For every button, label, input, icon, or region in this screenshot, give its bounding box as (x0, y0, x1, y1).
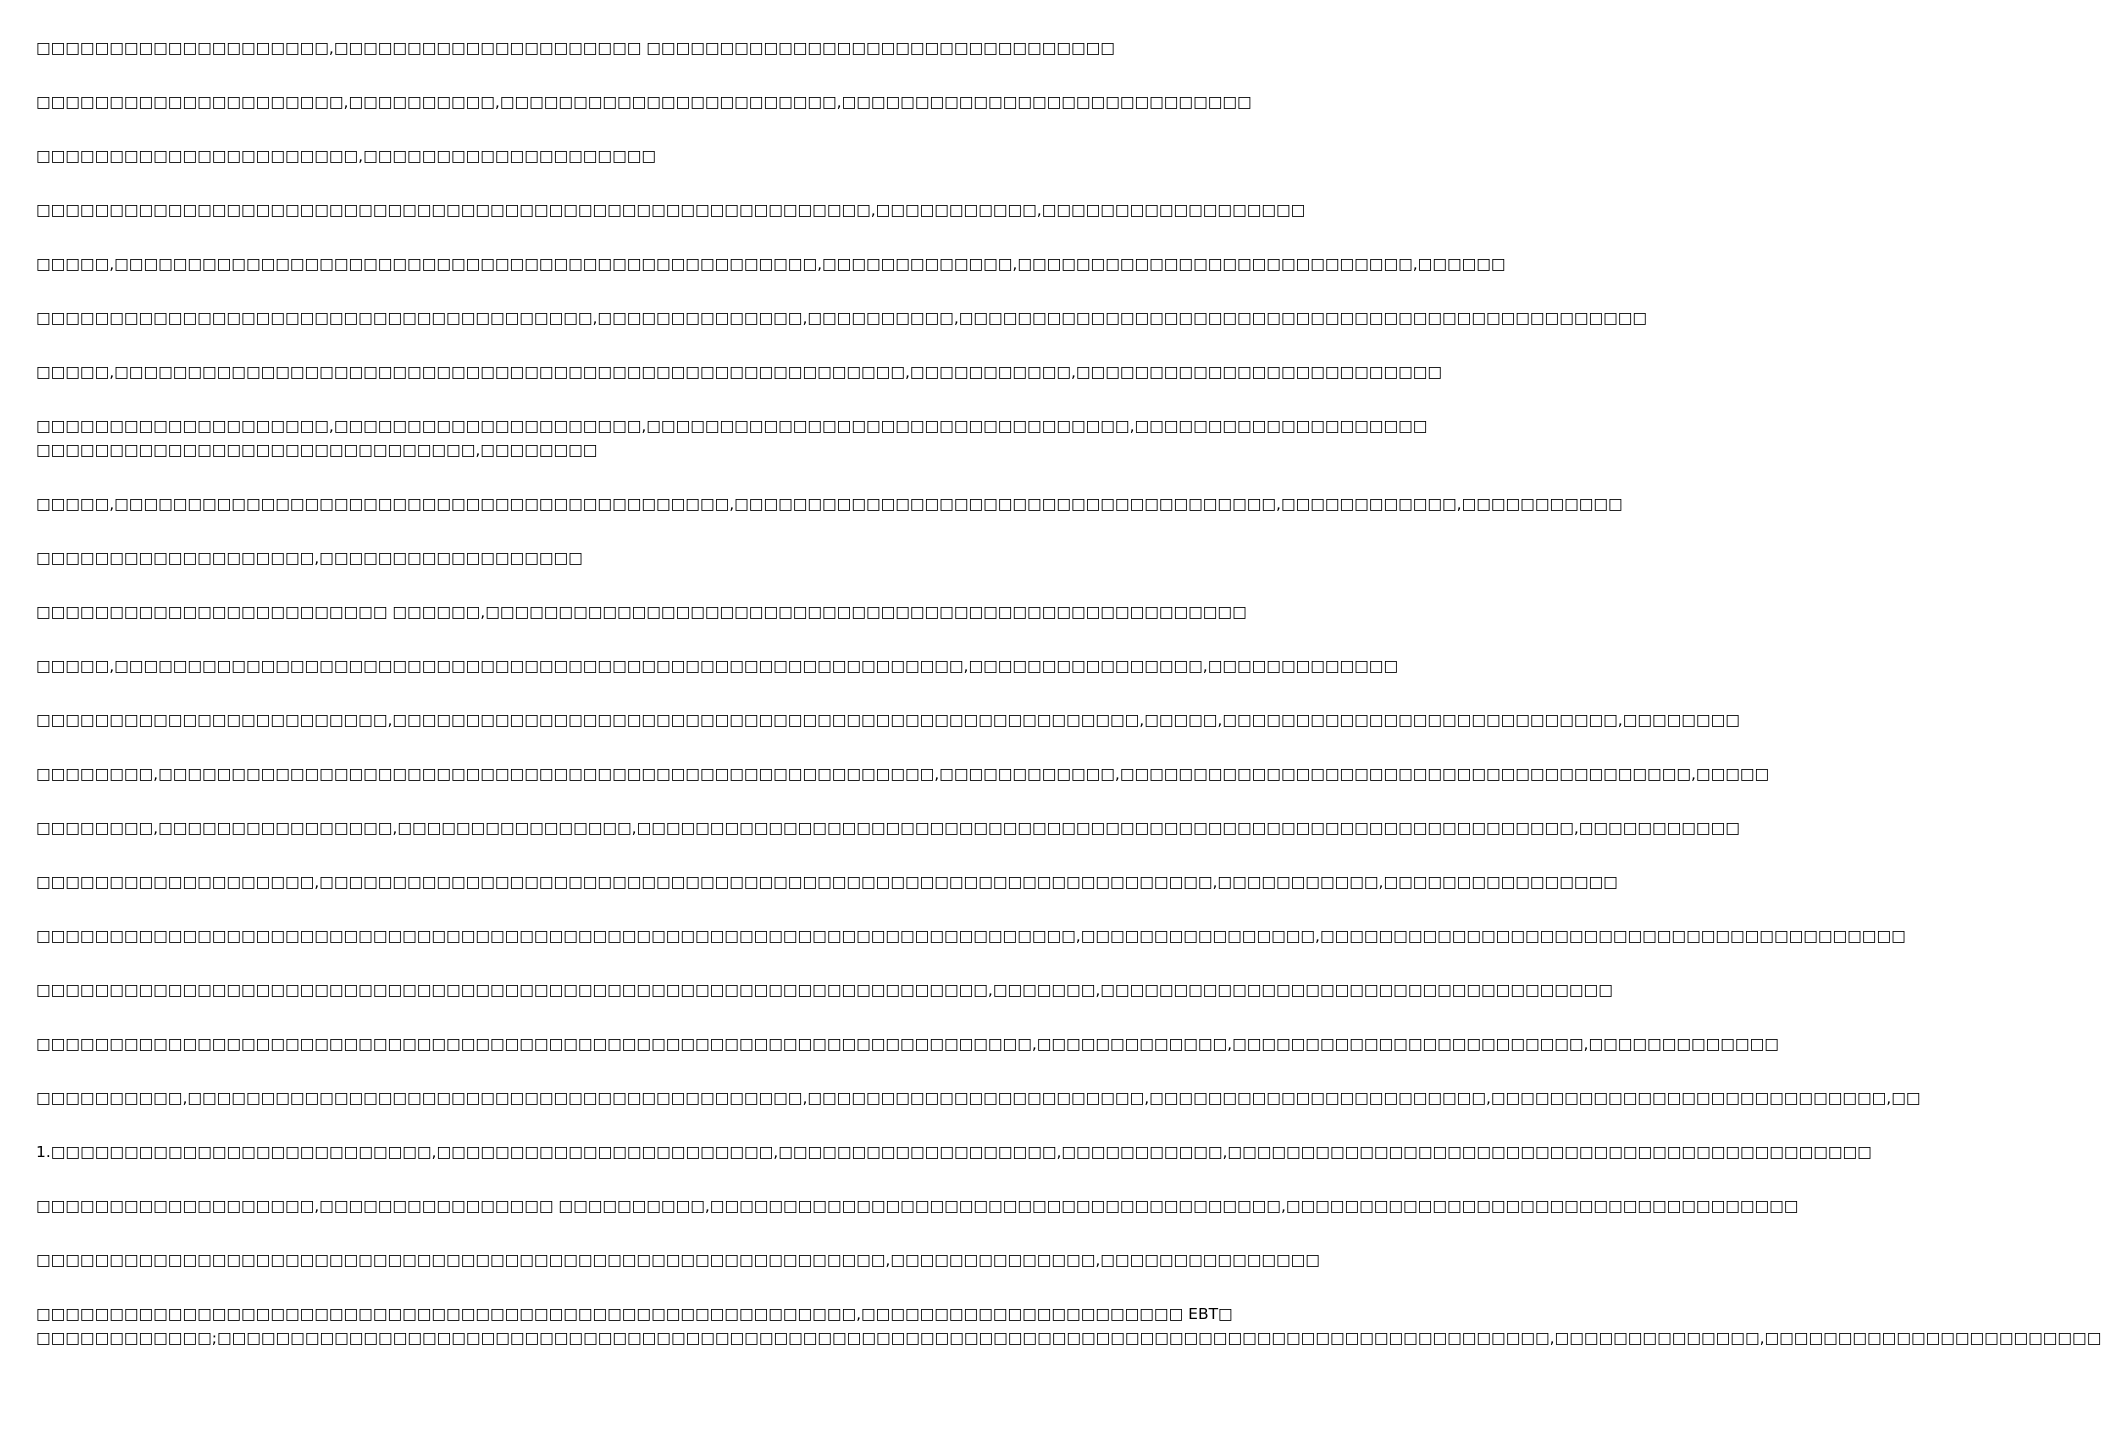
paragraph (36, 924, 1906, 948)
paragraph-line: □□□□□□□□,□□□□□□□□□□□□□□□□,□□□□□□□□□□□□□□□□,□□□□□□□□□□□□□□□□□□□□□□□□□□□□□□□□□□□□□□□□□□□□□□□□□□□□□□□□□□□□□□□□,□□□□□□□□□□□ (36, 819, 1740, 837)
paragraph-line: □□□□□□□□□□□□□□□□□□□□□□,□□□□□□□□□□□□□□□□□□□□ (36, 147, 657, 165)
paragraph (36, 708, 1740, 732)
paragraph-line: □□□□□,□□□□□□□□□□□□□□□□□□□□□□□□□□□□□□□□□□□□□□□□□□,□□□□□□□□□□□□□□□□□□□□□□□□□□□□□□□□□□□□□,□□□□□□□□□□□□,□□□□□□□□□□□ (36, 495, 1623, 513)
paragraph-line: □□□□□□□□□□□□□□□□□□□□,□□□□□□□□□□□□□□□□□□□□□,□□□□□□□□□□□□□□□□□□□□□□□□□□□□□□□□□,□□□□□□□□□□□□□□□□□□□□ (36, 417, 1428, 435)
paragraph-line: □□□□□□□□□□□□□□□□□□□□□□□□□□□□□□□□□□□□□□□□□□□□□□□□□□□□□□□□,□□□□□□□□□□□□□□□□□□□□□□ EBT□ (36, 1305, 1233, 1323)
paragraph-line: □□□□□,□□□□□□□□□□□□□□□□□□□□□□□□□□□□□□□□□□□□□□□□□□□□□□□□,□□□□□□□□□□□□□,□□□□□□□□□□□□□□□□□□□□□□□□□□□,□□□□□□ (36, 255, 1506, 273)
paragraph-line: □□□□□,□□□□□□□□□□□□□□□□□□□□□□□□□□□□□□□□□□□□□□□□□□□□□□□□□□□□□□□□□□,□□□□□□□□□□□□□□□□,□□□□□□□□□□□□□ (36, 657, 1399, 675)
paragraph (36, 1248, 1320, 1272)
paragraph (36, 870, 1618, 894)
paragraph-line: □□□□□□□□□□,□□□□□□□□□□□□□□□□□□□□□□□□□□□□□□□□□□□□□□□□□□,□□□□□□□□□□□□□□□□□□□□□□□,□□□□□□□□□□□□□□□□□□□□□□□,□□□□□□□□□□□□□□□□□□□□□□□□□□□,□□ (36, 1089, 1921, 1107)
paragraph (36, 1086, 1921, 1110)
paragraph (36, 1032, 1779, 1056)
paragraph-line: □□□□□□□□□□□□□□□□□□□□,□□□□□□□□□□□□□□□□□□□□□ □□□□□□□□□□□□□□□□□□□□□□□□□□□□□□□□ (36, 39, 1115, 57)
document-page (36, 36, 2101, 1380)
paragraph (36, 198, 1306, 222)
paragraph (36, 546, 990, 570)
paragraph-line: □□□□□□□□□□□□□□□□□□□□□□□□□□□□□□□□□□□□□□□□□□□□□□□□□□□□□□□□□□□□□□□□□,□□□□□□□,□□□□□□□□□□□□□□□□□□□□□□□□□□□□□□□□□□□ (36, 981, 1613, 999)
paragraph (36, 1302, 2101, 1350)
paragraph-line: □□□□□□□□□□□□□□□□□□□,□□□□□□□□□□□□□□□□ □□□□□□□□□□,□□□□□□□□□□□□□□□□□□□□□□□□□□□□□□□□□□□□□□□,□□□□□□□□□□□□□□□□□□□□□□□□□□□□□□□□□□□ (36, 1197, 1799, 1215)
paragraph-line: □□□□□□□□□□□□□□□□□□□□□□□□□□□□□□□□□□□□□□,□□□□□□□□□□□□□□,□□□□□□□□□□,□□□□□□□□□□□□□□□□□□□□□□□□□□□□□□□□□□□□□□□□□□□□□□□ (36, 309, 1648, 327)
paragraph (36, 360, 1443, 384)
paragraph-line: □□□□□□□□□□□□□□□□□□□,□□□□□□□□□□□□□□□□□□ (36, 549, 583, 567)
paragraph-line: □□□□□□□□,□□□□□□□□□□□□□□□□□□□□□□□□□□□□□□□□□□□□□□□□□□□□□□□□□□□□□,□□□□□□□□□□□□,□□□□□□□□□□□□□□□□□□□□□□□□□□□□□□□□□□□□□□□,□□□□□ (36, 765, 1770, 783)
paragraph (36, 306, 1648, 330)
paragraph-line: □□□□□,□□□□□□□□□□□□□□□□□□□□□□□□□□□□□□□□□□□□□□□□□□□□□□□□□□□□□□,□□□□□□□□□□□,□□□□□□□□□□□□□□□□□□□□□□□□□ (36, 363, 1443, 381)
paragraph (36, 1140, 1872, 1164)
paragraph-line: □□□□□□□□□□□□□□□□□□□□□,□□□□□□□□□□,□□□□□□□□□□□□□□□□□□□□□□□,□□□□□□□□□□□□□□□□□□□□□□□□□□□□ (36, 93, 1252, 111)
paragraph (36, 144, 990, 168)
paragraph (36, 816, 1740, 840)
paragraph (36, 1194, 1799, 1218)
paragraph-line: □□□□□□□□□□□□;□□□□□□□□□□□□□□□□□□□□□□□□□□□□□□□□□□□□□□□□□□□□□□□□□□□□□□□□□□□□□□□□□□□□□□□□□□□□□□□□□□□□□□□□□□□,□□□□□□□□□□□□□□,□□□□□□□□□□□□□□□□□□□□□□□ (36, 1329, 2101, 1347)
paragraph (36, 414, 1428, 462)
paragraph-line: □□□□□□□□□□□□□□□□□□□□□□□□□□□□□□□□□□□□□□□□□□□□□□□□□□□□□□□□□□□□□□□□□□□□,□□□□□□□□□□□□□,□□□□□□□□□□□□□□□□□□□□□□□□,□□□□□□□□□□□□□ (36, 1035, 1779, 1053)
paragraph-line: 1.□□□□□□□□□□□□□□□□□□□□□□□□□□,□□□□□□□□□□□□□□□□□□□□□□□,□□□□□□□□□□□□□□□□□□□,□□□□□□□□□□□,□□□□□□□□□□□□□□□□□□□□□□□□□□□□□□□□□□□□□□□□□□□□ (36, 1143, 1872, 1161)
paragraph-line: □□□□□□□□□□□□□□□□□□□□□□□□□□□□□□□□□□□□□□□□□□□□□□□□□□□□□□□□□□□□□□□□□□□□□□□,□□□□□□□□□□□□□□□□,□□□□□□□□□□□□□□□□□□□□□□□□□□□□□□□□□□□□□□□□ (36, 927, 1906, 945)
paragraph-line: □□□□□□□□□□□□□□□□□□□□□□□□ □□□□□□,□□□□□□□□□□□□□□□□□□□□□□□□□□□□□□□□□□□□□□□□□□□□□□□□□□□□ (36, 603, 1247, 621)
paragraph (36, 600, 1247, 624)
paragraph (36, 36, 1115, 60)
paragraph-line: □□□□□□□□□□□□□□□□□□□□□□□□□□□□□□□□□□□□□□□□□□□□□□□□□□□□□□□□□,□□□□□□□□□□□,□□□□□□□□□□□□□□□□□□ (36, 201, 1306, 219)
paragraph-line: □□□□□□□□□□□□□□□□□□□□□□□□,□□□□□□□□□□□□□□□□□□□□□□□□□□□□□□□□□□□□□□□□□□□□□□□□□□□,□□□□□,□□□□□□□□□□□□□□□□□□□□□□□□□□□,□□□□□□□□ (36, 711, 1740, 729)
paragraph-line: □□□□□□□□□□□□□□□□□□□,□□□□□□□□□□□□□□□□□□□□□□□□□□□□□□□□□□□□□□□□□□□□□□□□□□□□□□□□□□□□□,□□□□□□□□□□□,□□□□□□□□□□□□□□□□ (36, 873, 1618, 891)
paragraph-line: □□□□□□□□□□□□□□□□□□□□□□□□□□□□□□□□□□□□□□□□□□□□□□□□□□□□□□□□□□,□□□□□□□□□□□□□□,□□□□□□□□□□□□□□□ (36, 1251, 1320, 1269)
paragraph (36, 978, 1613, 1002)
paragraph (36, 654, 1399, 678)
paragraph-line: □□□□□□□□□□□□□□□□□□□□□□□□□□□□□□,□□□□□□□□ (36, 441, 598, 459)
paragraph (36, 492, 1623, 516)
paragraph (36, 252, 1506, 276)
paragraph (36, 762, 1770, 786)
paragraph (36, 90, 1252, 114)
